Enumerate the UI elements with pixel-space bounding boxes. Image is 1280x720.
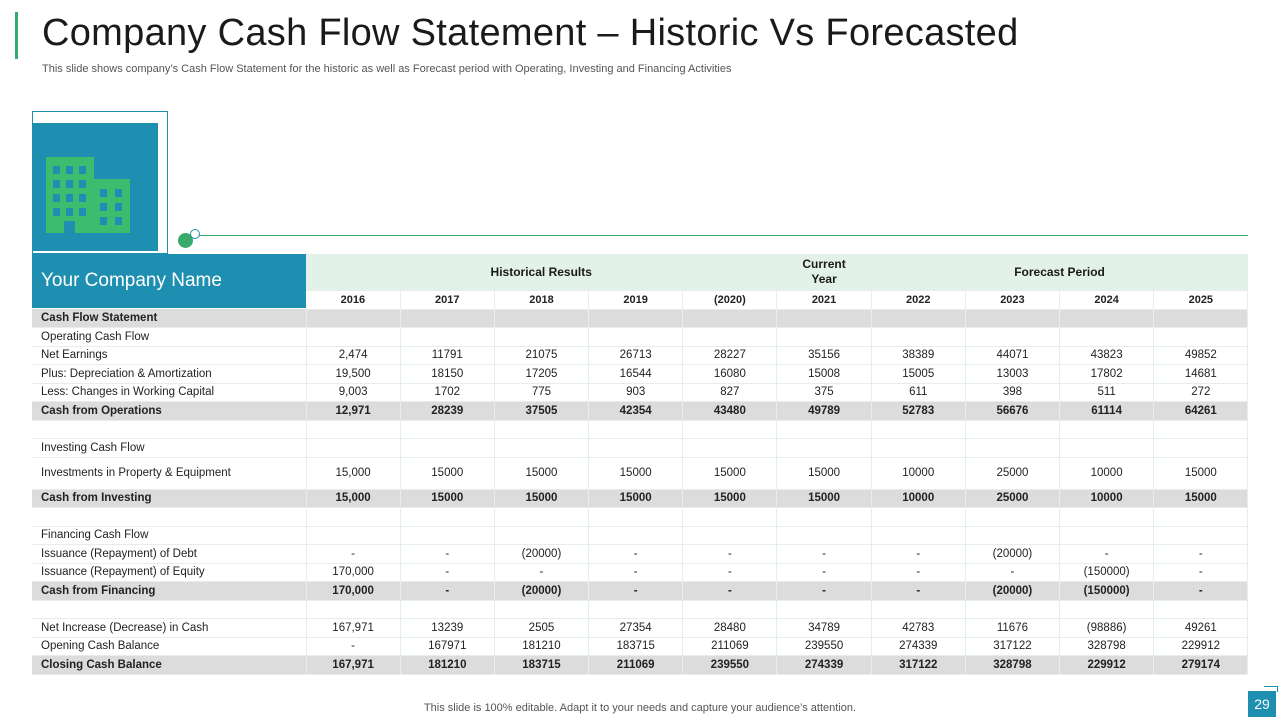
- table-cell: [683, 420, 777, 439]
- table-cell: 211069: [683, 637, 777, 656]
- table-cell: 827: [683, 383, 777, 402]
- current-year-label: Current Year: [802, 256, 846, 286]
- row-label: Cash from Financing: [32, 582, 306, 601]
- table-cell: 229912: [1154, 637, 1248, 656]
- table-row: [32, 420, 1248, 439]
- table-cell: [871, 508, 965, 527]
- table-row: [32, 383, 1248, 402]
- row-label: Issuance (Repayment) of Equity: [32, 563, 306, 582]
- table-cell: 34789: [777, 619, 871, 638]
- year-header-cell: 2017: [400, 290, 494, 309]
- table-cell: 239550: [683, 656, 777, 675]
- table-cell: 15000: [400, 489, 494, 508]
- table-row: [32, 328, 1248, 347]
- row-label: Cash from Operations: [32, 402, 306, 421]
- row-label: Cash from Investing: [32, 489, 306, 508]
- table-total-row: [32, 582, 1248, 601]
- row-label: [32, 508, 306, 527]
- table-cell: -: [777, 545, 871, 564]
- table-cell: (150000): [1060, 582, 1154, 601]
- table-cell: [1060, 508, 1154, 527]
- table-cell: 64261: [1154, 402, 1248, 421]
- table-cell: 42783: [871, 619, 965, 638]
- table-cell: [777, 439, 871, 458]
- table-cell: 511: [1060, 383, 1154, 402]
- table-cell: [1060, 439, 1154, 458]
- table-cell: 18150: [400, 365, 494, 384]
- table-cell: [589, 526, 683, 545]
- table-cell: 611: [871, 383, 965, 402]
- table-cell: [965, 309, 1059, 328]
- table-cell: [306, 309, 400, 328]
- table-cell: -: [400, 563, 494, 582]
- row-label: Plus: Depreciation & Amortization: [32, 365, 306, 384]
- table-cell: 229912: [1060, 656, 1154, 675]
- table-cell: 274339: [777, 656, 871, 675]
- table-cell: 274339: [871, 637, 965, 656]
- table-row: [32, 526, 1248, 545]
- table-cell: -: [871, 582, 965, 601]
- table-cell: [683, 328, 777, 347]
- table-cell: -: [683, 545, 777, 564]
- row-label: Closing Cash Balance: [32, 656, 306, 675]
- table-cell: [1060, 309, 1154, 328]
- table-cell: -: [1154, 545, 1248, 564]
- table-cell: [589, 420, 683, 439]
- table-cell: 170,000: [306, 563, 400, 582]
- table-cell: 279174: [1154, 656, 1248, 675]
- table-row: [32, 346, 1248, 365]
- table-cell: 11676: [965, 619, 1059, 638]
- table-cell: -: [306, 637, 400, 656]
- table-cell: [1154, 439, 1248, 458]
- current-year-header: [777, 254, 871, 290]
- table-cell: 19,500: [306, 365, 400, 384]
- table-cell: 25000: [965, 457, 1059, 489]
- table-cell: 13003: [965, 365, 1059, 384]
- table-cell: 170,000: [306, 582, 400, 601]
- table-row: [32, 508, 1248, 527]
- table-cell: -: [589, 545, 683, 564]
- title-accent-bar: [15, 12, 18, 59]
- table-row: [32, 563, 1248, 582]
- row-label: Cash Flow Statement: [32, 309, 306, 328]
- table-cell: 42354: [589, 402, 683, 421]
- year-header-cell: 2022: [871, 290, 965, 309]
- table-cell: [871, 526, 965, 545]
- table-cell: 375: [777, 383, 871, 402]
- table-cell: [494, 309, 588, 328]
- table-cell: 15000: [1154, 489, 1248, 508]
- table-cell: 9,003: [306, 383, 400, 402]
- table-cell: 38389: [871, 346, 965, 365]
- table-cell: [1154, 420, 1248, 439]
- table-cell: 398: [965, 383, 1059, 402]
- table-cell: 61114: [1060, 402, 1154, 421]
- table-cell: [777, 328, 871, 347]
- table-cell: -: [1154, 563, 1248, 582]
- table-row: [32, 457, 1248, 489]
- forecast-period-header: Forecast Period: [871, 254, 1248, 290]
- table-cell: [683, 526, 777, 545]
- table-cell: [683, 600, 777, 619]
- table-cell: 181210: [400, 656, 494, 675]
- table-cell: (150000): [1060, 563, 1154, 582]
- table-cell: (20000): [965, 545, 1059, 564]
- cash-flow-table: [32, 254, 1248, 675]
- table-cell: [400, 600, 494, 619]
- table-cell: [777, 508, 871, 527]
- table-cell: -: [400, 545, 494, 564]
- row-label: Net Earnings: [32, 346, 306, 365]
- table-cell: 25000: [965, 489, 1059, 508]
- year-header-cell: 2018: [494, 290, 588, 309]
- table-cell: [306, 420, 400, 439]
- table-cell: [494, 328, 588, 347]
- table-cell: 10000: [871, 457, 965, 489]
- table-cell: [306, 328, 400, 347]
- table-cell: 35156: [777, 346, 871, 365]
- table-cell: [965, 600, 1059, 619]
- table-cell: 16544: [589, 365, 683, 384]
- table-cell: 183715: [494, 656, 588, 675]
- table-cell: 11791: [400, 346, 494, 365]
- table-cell: -: [777, 563, 871, 582]
- slide-title: Company Cash Flow Statement – Historic Vs Forecasted: [42, 12, 1019, 54]
- year-header-cell: 2025: [1154, 290, 1248, 309]
- table-cell: [1154, 526, 1248, 545]
- table-cell: [871, 420, 965, 439]
- row-label: Financing Cash Flow: [32, 526, 306, 545]
- table-row: [32, 600, 1248, 619]
- table-cell: 10000: [1060, 457, 1154, 489]
- table-cell: [1154, 328, 1248, 347]
- table-cell: [965, 439, 1059, 458]
- table-cell: [683, 508, 777, 527]
- table-cell: 15,000: [306, 457, 400, 489]
- table-cell: -: [400, 582, 494, 601]
- table-cell: 49789: [777, 402, 871, 421]
- row-label: [32, 420, 306, 439]
- table-cell: -: [683, 582, 777, 601]
- table-cell: [1060, 600, 1154, 619]
- table-total-row: [32, 489, 1248, 508]
- year-header-cell: (2020): [683, 290, 777, 309]
- table-cell: 167,971: [306, 619, 400, 638]
- table-cell: 28239: [400, 402, 494, 421]
- table-cell: [589, 600, 683, 619]
- table-row: [32, 637, 1248, 656]
- table-total-row: [32, 402, 1248, 421]
- page-number: 29: [1248, 691, 1276, 717]
- table-cell: [1154, 508, 1248, 527]
- timeline-ring-dot: [190, 229, 200, 239]
- table-cell: 16080: [683, 365, 777, 384]
- table-cell: 26713: [589, 346, 683, 365]
- table-cell: [589, 439, 683, 458]
- table-cell: [400, 439, 494, 458]
- table-cell: [965, 526, 1059, 545]
- table-cell: [494, 600, 588, 619]
- table-cell: [683, 309, 777, 328]
- table-row: [32, 545, 1248, 564]
- table-cell: 15000: [494, 457, 588, 489]
- table-cell: [400, 526, 494, 545]
- table-cell: 15,000: [306, 489, 400, 508]
- table-cell: -: [871, 545, 965, 564]
- table-cell: [777, 420, 871, 439]
- table-cell: 28480: [683, 619, 777, 638]
- table-cell: 2,474: [306, 346, 400, 365]
- table-cell: 15005: [871, 365, 965, 384]
- table-cell: (20000): [494, 545, 588, 564]
- table-cell: [965, 508, 1059, 527]
- table-cell: 14681: [1154, 365, 1248, 384]
- table-cell: -: [1060, 545, 1154, 564]
- table-cell: [871, 439, 965, 458]
- table-cell: [1154, 309, 1248, 328]
- table-cell: 44071: [965, 346, 1059, 365]
- table-cell: [683, 439, 777, 458]
- table-cell: [1060, 328, 1154, 347]
- table-cell: [777, 600, 871, 619]
- table-cell: [871, 309, 965, 328]
- table-cell: [400, 328, 494, 347]
- company-logo-box: [32, 123, 158, 251]
- table-cell: 15008: [777, 365, 871, 384]
- table-cell: 12,971: [306, 402, 400, 421]
- table-cell: [871, 328, 965, 347]
- table-cell: 211069: [589, 656, 683, 675]
- row-label: Net Increase (Decrease) in Cash: [32, 619, 306, 638]
- table-cell: 15000: [683, 457, 777, 489]
- table-cell: [494, 508, 588, 527]
- table-cell: 239550: [777, 637, 871, 656]
- table-cell: 317122: [871, 656, 965, 675]
- table-cell: 15000: [494, 489, 588, 508]
- table-cell: 181210: [494, 637, 588, 656]
- table-cell: 37505: [494, 402, 588, 421]
- table-row: [32, 619, 1248, 638]
- table-cell: 43480: [683, 402, 777, 421]
- company-name: Your Company Name: [32, 254, 306, 308]
- table-cell: -: [777, 582, 871, 601]
- table-cell: [494, 526, 588, 545]
- table-cell: [589, 328, 683, 347]
- table-row: [32, 365, 1248, 384]
- table-cell: -: [1154, 582, 1248, 601]
- table-cell: 15000: [1154, 457, 1248, 489]
- table-cell: -: [589, 563, 683, 582]
- year-header-cell: 2021: [777, 290, 871, 309]
- office-building-icon: [46, 149, 132, 233]
- table-cell: [871, 600, 965, 619]
- table-cell: 15000: [683, 489, 777, 508]
- row-label: Issuance (Repayment) of Debt: [32, 545, 306, 564]
- table-cell: (20000): [965, 582, 1059, 601]
- table-cell: 27354: [589, 619, 683, 638]
- table-cell: [400, 508, 494, 527]
- table-cell: 1702: [400, 383, 494, 402]
- table-cell: 49261: [1154, 619, 1248, 638]
- table-cell: [306, 439, 400, 458]
- row-label: Investments in Property & Equipment: [32, 457, 306, 489]
- year-header-cell: 2023: [965, 290, 1059, 309]
- table-cell: -: [494, 563, 588, 582]
- table-cell: 52783: [871, 402, 965, 421]
- table-cell: (20000): [494, 582, 588, 601]
- table-cell: -: [589, 582, 683, 601]
- table-cell: [1154, 600, 1248, 619]
- table-total-row: [32, 309, 1248, 328]
- table-cell: [400, 309, 494, 328]
- row-label: Opening Cash Balance: [32, 637, 306, 656]
- table-cell: [777, 309, 871, 328]
- table-cell: [306, 526, 400, 545]
- table-cell: 17802: [1060, 365, 1154, 384]
- table-cell: [965, 328, 1059, 347]
- row-label: [32, 600, 306, 619]
- table-cell: [400, 420, 494, 439]
- table-cell: -: [871, 563, 965, 582]
- slide-subtitle: This slide shows company’s Cash Flow Statement for the historic as well as Forecast period with Operating, Investing and Financing Activities: [42, 63, 732, 75]
- row-label: Investing Cash Flow: [32, 439, 306, 458]
- table-cell: 183715: [589, 637, 683, 656]
- table-cell: 56676: [965, 402, 1059, 421]
- table-cell: 17205: [494, 365, 588, 384]
- row-label: Operating Cash Flow: [32, 328, 306, 347]
- table-cell: (98886): [1060, 619, 1154, 638]
- table-cell: 775: [494, 383, 588, 402]
- table-cell: 328798: [965, 656, 1059, 675]
- historical-results-header: Historical Results: [306, 254, 777, 290]
- table-cell: [1060, 526, 1154, 545]
- table-cell: 328798: [1060, 637, 1154, 656]
- table-cell: [306, 600, 400, 619]
- table-cell: 903: [589, 383, 683, 402]
- table-cell: 317122: [965, 637, 1059, 656]
- table-cell: 10000: [1060, 489, 1154, 508]
- table-cell: [494, 420, 588, 439]
- table-total-row: [32, 656, 1248, 675]
- table-cell: 2505: [494, 619, 588, 638]
- table-cell: 13239: [400, 619, 494, 638]
- footer-note: This slide is 100% editable. Adapt it to your needs and capture your audience’s attention.: [423, 702, 857, 714]
- table-cell: 15000: [589, 489, 683, 508]
- table-cell: 15000: [400, 457, 494, 489]
- table-cell: 49852: [1154, 346, 1248, 365]
- table-cell: 15000: [589, 457, 683, 489]
- divider-line: [190, 235, 1248, 236]
- table-cell: 167,971: [306, 656, 400, 675]
- row-label: Less: Changes in Working Capital: [32, 383, 306, 402]
- year-header-cell: 2024: [1060, 290, 1154, 309]
- table-cell: 21075: [494, 346, 588, 365]
- table-cell: -: [683, 563, 777, 582]
- table-cell: [494, 439, 588, 458]
- table-cell: [965, 420, 1059, 439]
- table-cell: [306, 508, 400, 527]
- table-cell: 43823: [1060, 346, 1154, 365]
- table-cell: [777, 526, 871, 545]
- table-cell: [1060, 420, 1154, 439]
- table-cell: 15000: [777, 489, 871, 508]
- table-cell: -: [306, 545, 400, 564]
- table-cell: 10000: [871, 489, 965, 508]
- table-cell: 15000: [777, 457, 871, 489]
- table-row: [32, 439, 1248, 458]
- year-header-cell: 2019: [589, 290, 683, 309]
- table-cell: [589, 309, 683, 328]
- table-cell: 167971: [400, 637, 494, 656]
- table-cell: 28227: [683, 346, 777, 365]
- table-cell: 272: [1154, 383, 1248, 402]
- year-header-cell: 2016: [306, 290, 400, 309]
- table-cell: -: [965, 563, 1059, 582]
- table-cell: [589, 508, 683, 527]
